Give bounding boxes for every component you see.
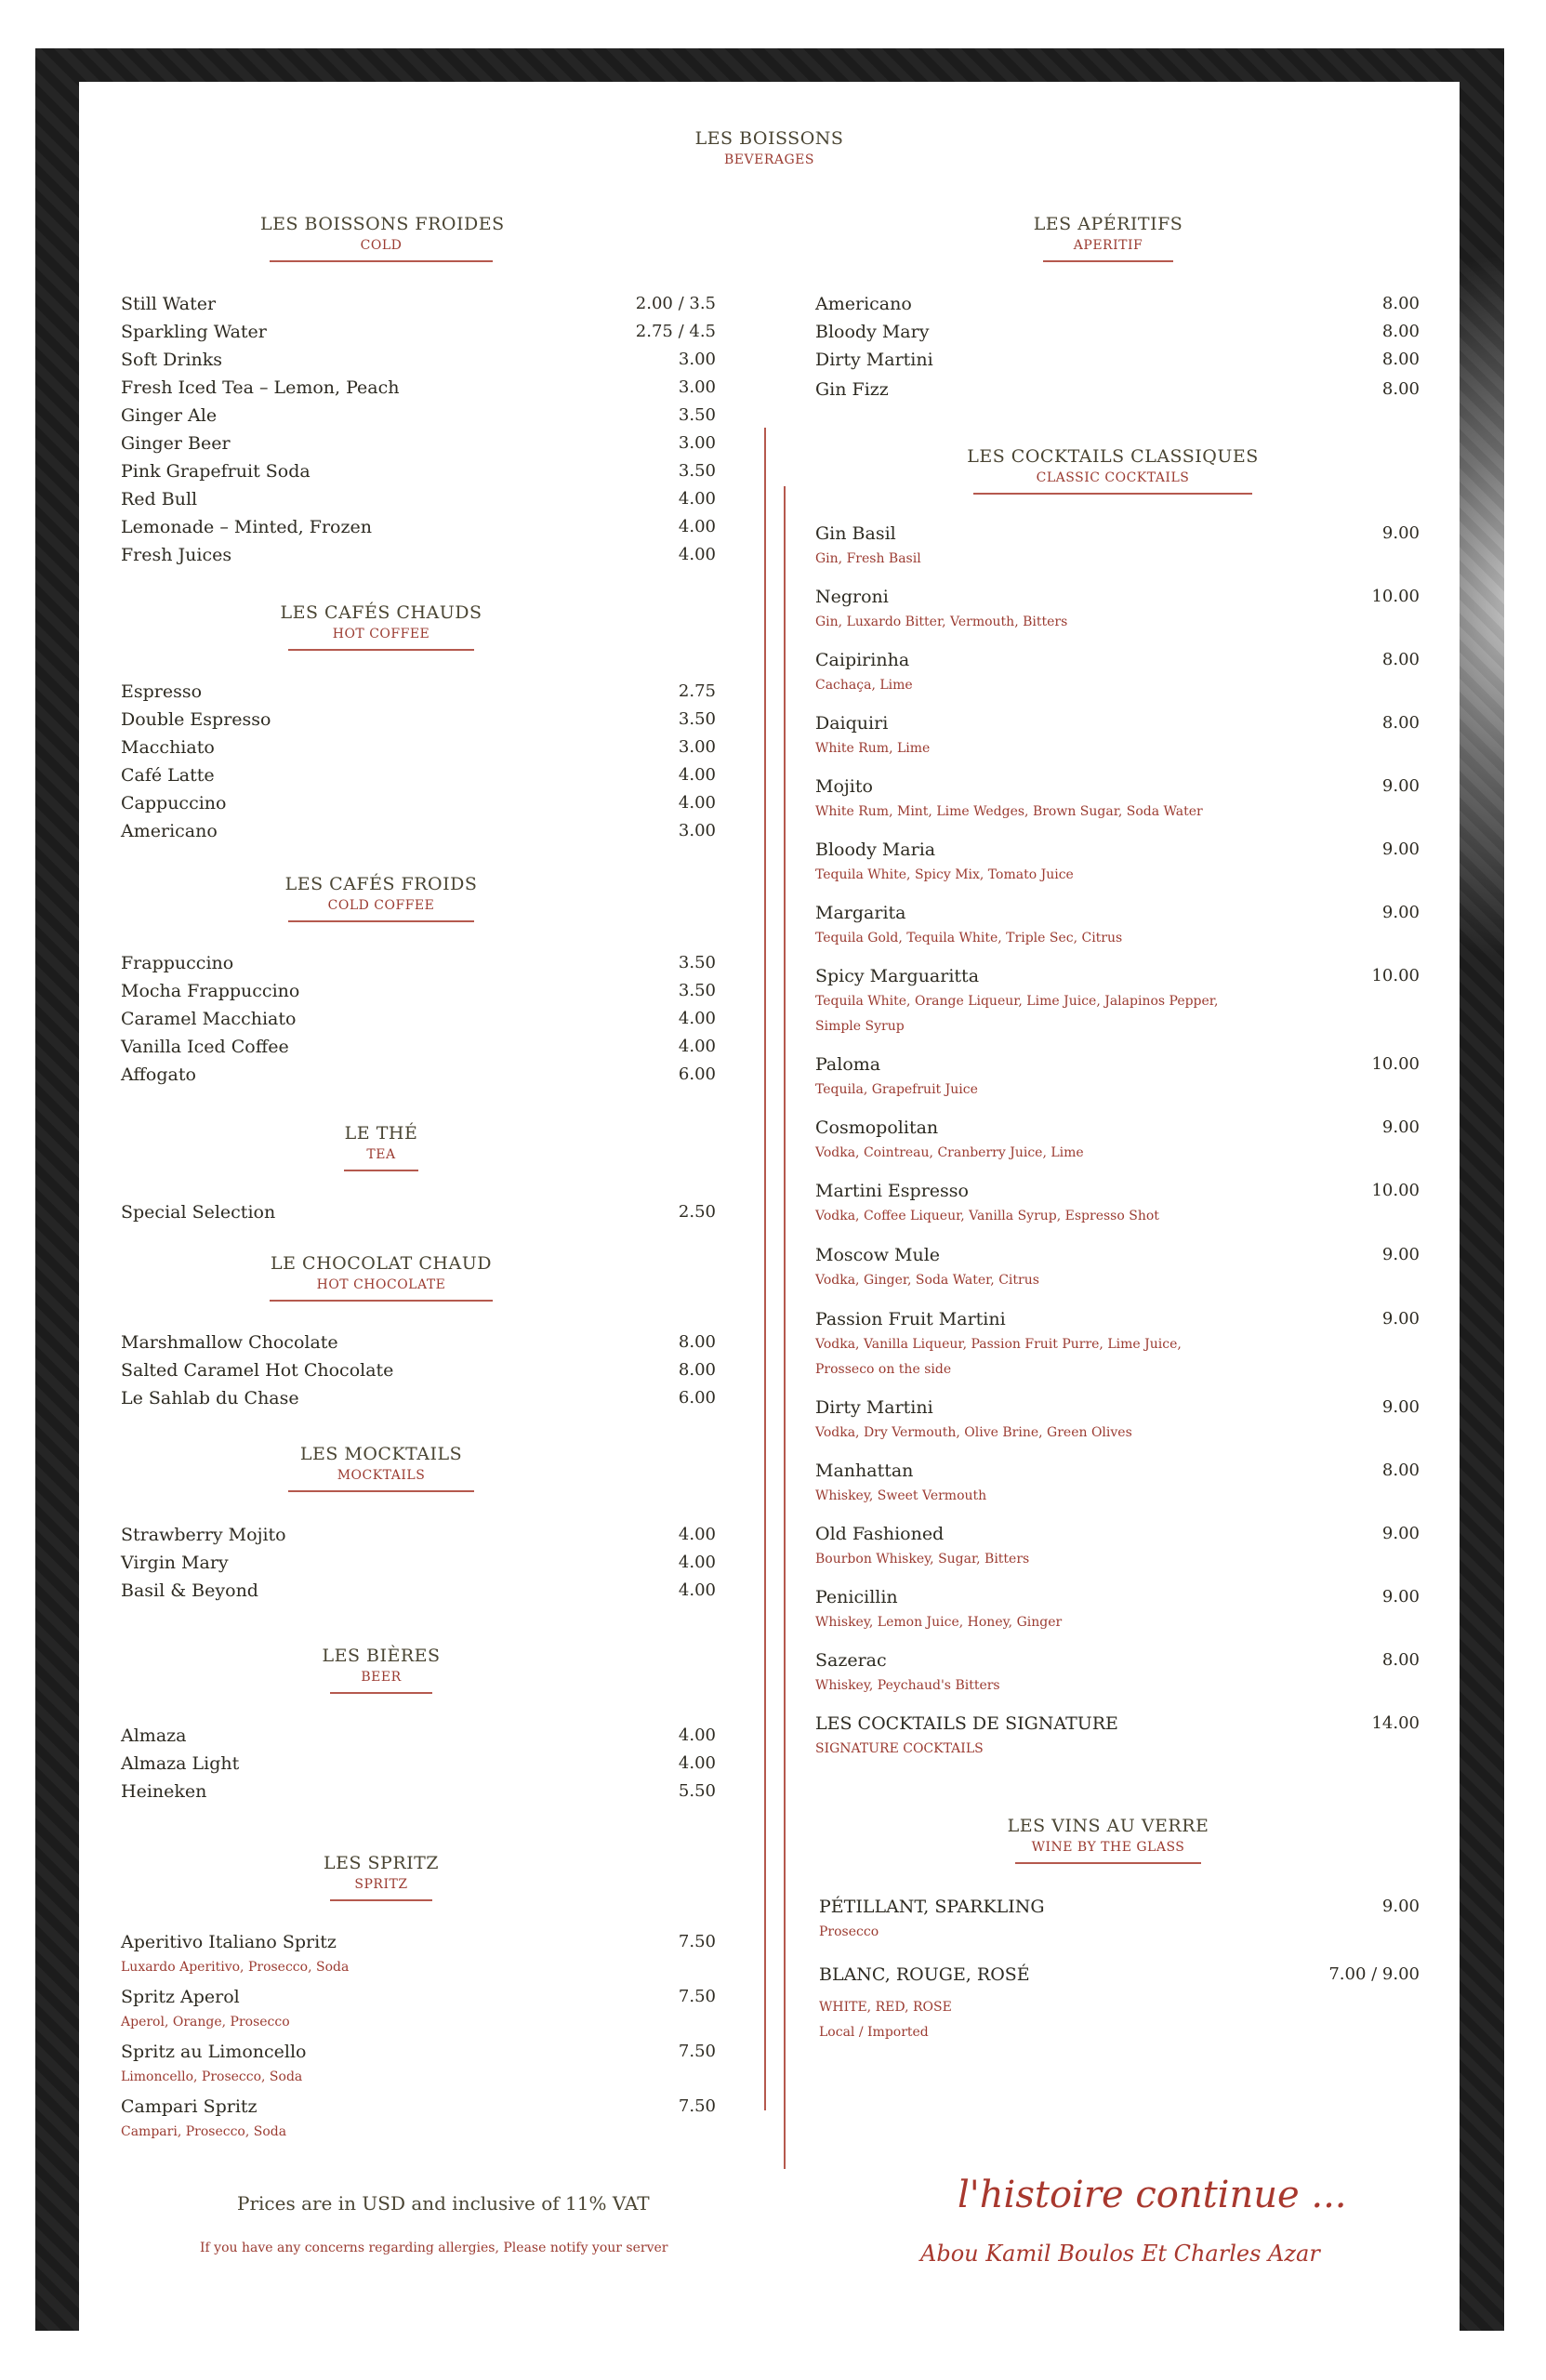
- item-name: Pink Grapefruit Soda: [121, 461, 311, 482]
- item-price: 4.00: [678, 1525, 716, 1544]
- item-price: 9.00: [1381, 1309, 1420, 1329]
- item-name: Sazerac: [815, 1650, 887, 1671]
- menu-item: [815, 1117, 1420, 1160]
- item-price: 9.00: [1381, 1117, 1420, 1137]
- item-description-line2: Simple Syrup: [815, 1019, 905, 1034]
- menu-item: [815, 1245, 1420, 1288]
- item-name: Almaza: [121, 1726, 187, 1746]
- item-name: Campari Spritz: [121, 2096, 258, 2117]
- tagline: l'histoire continue ...: [958, 2174, 1347, 2216]
- item-name: Margarita: [815, 903, 906, 923]
- section-subtitle: MOCKTAILS: [337, 1468, 426, 1483]
- item-description-line2: Prosseco on the side: [815, 1362, 952, 1377]
- item-price: 2.75 / 4.5: [635, 322, 716, 341]
- item-name: Fresh Iced Tea – Lemon, Peach: [121, 377, 400, 398]
- item-price: 2.75: [678, 681, 716, 701]
- menu-item: [815, 1181, 1420, 1223]
- menu-item: [815, 776, 1420, 819]
- item-name: Americano: [815, 294, 912, 314]
- menu-item: [121, 737, 716, 765]
- menu-item: [121, 953, 716, 981]
- menu-item: [121, 1753, 716, 1781]
- item-description: WHITE, RED, ROSE: [819, 2000, 952, 2015]
- section-hot-chocolate-header: [260, 1253, 502, 1302]
- item-name: Macchiato: [121, 737, 215, 758]
- item-price: 3.00: [678, 350, 716, 369]
- section-subtitle: CLASSIC COCKTAILS: [1036, 470, 1190, 485]
- menu-item: [121, 1987, 716, 2030]
- section-title: LES COCKTAILS CLASSIQUES: [967, 446, 1259, 467]
- item-price: 10.00: [1371, 1181, 1420, 1200]
- item-name: Bloody Mary: [815, 322, 930, 342]
- section-rule: [1015, 1862, 1201, 1864]
- item-name: Negroni: [815, 587, 889, 607]
- menu-item: [815, 523, 1420, 566]
- item-description: Vodka, Cointreau, Cranberry Juice, Lime: [815, 1145, 1084, 1160]
- menu-item: [815, 840, 1420, 882]
- item-name: LES COCKTAILS DE SIGNATURE: [815, 1713, 1118, 1734]
- item-name: Salted Caramel Hot Chocolate: [121, 1360, 394, 1381]
- section-rule: [330, 1692, 432, 1694]
- item-price: 14.00: [1371, 1713, 1420, 1733]
- item-price: 8.00: [1381, 650, 1420, 669]
- section-subtitle: TEA: [366, 1147, 396, 1162]
- item-name: Gin Fizz: [815, 379, 889, 400]
- section-classic-cocktails-header: [964, 446, 1262, 495]
- menu-item: [121, 350, 716, 377]
- item-price: 10.00: [1371, 966, 1420, 985]
- item-price: 2.50: [678, 1202, 716, 1222]
- item-name: Ginger Ale: [121, 405, 218, 426]
- section-title: LES VINS AU VERRE: [1007, 1816, 1209, 1836]
- section-subtitle: SPRITZ: [354, 1877, 408, 1892]
- item-price: 7.50: [678, 2096, 716, 2116]
- menu-item: [815, 1650, 1420, 1693]
- menu-item: [815, 713, 1420, 756]
- item-price: 4.00: [678, 517, 716, 536]
- menu-item: [815, 1587, 1420, 1630]
- menu-item: [121, 489, 716, 517]
- item-name: Affogato: [121, 1064, 196, 1085]
- item-price: 9.00: [1381, 1587, 1420, 1606]
- item-name: Cappuccino: [121, 793, 227, 813]
- item-name: Ginger Beer: [121, 433, 231, 454]
- item-price: 7.50: [678, 2042, 716, 2061]
- item-price: 3.50: [678, 709, 716, 729]
- menu-item: [121, 1781, 716, 1809]
- item-description: Tequila White, Spicy Mix, Tomato Juice: [815, 867, 1074, 882]
- menu-item: [815, 379, 1420, 407]
- item-description: SIGNATURE COCKTAILS: [815, 1741, 984, 1756]
- menu-item: [819, 1897, 1420, 1939]
- item-name: Almaza Light: [121, 1753, 240, 1774]
- item-description: Luxardo Aperitivo, Prosecco, Soda: [121, 1960, 350, 1975]
- menu-item: [121, 1202, 716, 1230]
- section-subtitle: BEER: [361, 1670, 402, 1685]
- item-price: 8.00: [678, 1332, 716, 1352]
- item-name: Double Espresso: [121, 709, 271, 730]
- section-rule: [288, 1490, 474, 1492]
- item-description: Gin, Luxardo Bitter, Vermouth, Bitters: [815, 615, 1068, 629]
- item-price: 4.00: [678, 489, 716, 509]
- item-price: 8.00: [1381, 322, 1420, 341]
- item-name: Daiquiri: [815, 713, 889, 734]
- item-price: 2.00 / 3.5: [635, 294, 716, 313]
- item-name: Marshmallow Chocolate: [121, 1332, 338, 1353]
- item-price: 3.50: [678, 953, 716, 972]
- item-description: Campari, Prosecco, Soda: [121, 2124, 287, 2139]
- menu-item: [121, 1388, 716, 1416]
- item-name: Dirty Martini: [815, 1397, 933, 1418]
- item-description: Tequila, Grapefruit Juice: [815, 1082, 978, 1097]
- section-title: LE THÉ: [344, 1123, 418, 1144]
- vat-notice: Prices are in USD and inclusive of 11% VAT: [237, 2192, 650, 2215]
- item-name: Dirty Martini: [815, 350, 933, 370]
- item-name: Frappuccino: [121, 953, 234, 973]
- item-description: Vodka, Dry Vermouth, Olive Brine, Green Olives: [815, 1425, 1132, 1440]
- item-description: Gin, Fresh Basil: [815, 551, 921, 566]
- section-rule: [270, 260, 493, 262]
- section-subtitle: HOT COFFEE: [332, 627, 430, 641]
- menu-item: [121, 1037, 716, 1064]
- item-price: 9.00: [1381, 776, 1420, 796]
- section-title: LES APÉRITIFS: [1033, 214, 1183, 234]
- menu-item: [121, 681, 716, 709]
- section-mocktails-header: [279, 1444, 483, 1492]
- menu-item: [121, 821, 716, 849]
- item-price: 7.50: [678, 1932, 716, 1951]
- menu-item: [121, 377, 716, 405]
- signature: Abou Kamil Boulos Et Charles Azar: [920, 2241, 1320, 2267]
- item-description: Aperol, Orange, Prosecco: [121, 2015, 290, 2030]
- item-name: Old Fashioned: [815, 1524, 945, 1544]
- item-price: 8.00: [1381, 350, 1420, 369]
- item-price: 9.00: [1381, 1524, 1420, 1543]
- menu-item: [121, 433, 716, 461]
- item-description: White Rum, Lime: [815, 741, 931, 756]
- menu-item: [121, 1525, 716, 1553]
- menu-item: [815, 350, 1420, 377]
- menu-title: LES BOISSONS: [694, 128, 844, 149]
- section-rule: [270, 1300, 493, 1302]
- menu-item: [815, 1397, 1420, 1440]
- item-price: 4.00: [678, 1553, 716, 1572]
- item-name: Spritz Aperol: [121, 1987, 240, 2007]
- menu-subtitle: BEVERAGES: [724, 152, 814, 167]
- item-price: 4.00: [678, 1726, 716, 1745]
- item-description: Limoncello, Prosecco, Soda: [121, 2069, 303, 2084]
- section-title: LES SPRITZ: [323, 1853, 440, 1873]
- item-price: 4.00: [678, 1580, 716, 1600]
- menu-item: [121, 461, 716, 489]
- menu-item: [121, 517, 716, 545]
- menu-item: [819, 1964, 1420, 2040]
- item-name: Bloody Maria: [815, 840, 936, 860]
- item-name: Red Bull: [121, 489, 198, 509]
- item-description: Vodka, Coffee Liqueur, Vanilla Syrup, Espresso Shot: [815, 1209, 1159, 1223]
- menu-item: [121, 981, 716, 1009]
- section-cold-coffee-header: [279, 874, 483, 922]
- menu-item: [121, 1553, 716, 1580]
- section-rule: [330, 1899, 432, 1901]
- item-origin: Local / Imported: [819, 2025, 929, 2040]
- item-price: 8.00: [1381, 379, 1420, 399]
- section-beer-header: [311, 1646, 451, 1694]
- menu-item: [815, 1524, 1420, 1567]
- item-name: Le Sahlab du Chase: [121, 1388, 299, 1408]
- menu-header: [637, 128, 902, 167]
- item-price: 8.00: [1381, 294, 1420, 313]
- item-price: 9.00: [1381, 523, 1420, 543]
- menu-item: [121, 1726, 716, 1753]
- item-name: Caipirinha: [815, 650, 910, 670]
- section-subtitle: COLD: [360, 238, 403, 253]
- item-name: Soft Drinks: [121, 350, 223, 370]
- menu-item: [815, 322, 1420, 350]
- item-name: Virgin Mary: [121, 1553, 229, 1573]
- section-hot-coffee-header: [279, 602, 483, 651]
- item-name: Manhattan: [815, 1461, 914, 1481]
- section-subtitle: APERITIF: [1073, 238, 1143, 253]
- item-price: 10.00: [1371, 1054, 1420, 1074]
- menu-item: [121, 2042, 716, 2084]
- item-description: Whiskey, Peychaud's Bitters: [815, 1678, 1000, 1693]
- menu-item: [815, 650, 1420, 693]
- allergy-notice: If you have any concerns regarding allergies, Please notify your server: [200, 2241, 668, 2255]
- item-description: Whiskey, Lemon Juice, Honey, Ginger: [815, 1615, 1063, 1630]
- section-aperitif-header: [1015, 214, 1201, 262]
- section-rule: [288, 920, 474, 922]
- section-subtitle: WINE BY THE GLASS: [1031, 1840, 1185, 1855]
- menu-item: [121, 405, 716, 433]
- item-price: 6.00: [678, 1388, 716, 1408]
- item-description: Vodka, Ginger, Soda Water, Citrus: [815, 1273, 1039, 1288]
- item-name: Strawberry Mojito: [121, 1525, 286, 1545]
- item-price: 4.00: [678, 765, 716, 785]
- item-price: 3.50: [678, 461, 716, 481]
- item-name: Aperitivo Italiano Spritz: [121, 1932, 337, 1952]
- item-name: PÉTILLANT, SPARKLING: [819, 1897, 1045, 1917]
- item-description: Tequila White, Orange Liqueur, Lime Juice, Jalapinos Pepper,: [815, 994, 1219, 1009]
- item-name: Mojito: [815, 776, 873, 797]
- item-name: BLANC, ROUGE, ROSÉ: [819, 1964, 1030, 1985]
- item-price: 3.00: [678, 433, 716, 453]
- menu-item: [815, 966, 1420, 1034]
- menu-item: [815, 1309, 1420, 1377]
- section-title: LES CAFÉS FROIDS: [284, 874, 478, 894]
- item-name: Heineken: [121, 1781, 207, 1802]
- item-price: 9.00: [1381, 840, 1420, 859]
- menu-item: [121, 765, 716, 793]
- item-name: Penicillin: [815, 1587, 898, 1607]
- menu-item: [815, 1054, 1420, 1097]
- menu-item: [121, 1580, 716, 1608]
- section-subtitle: COLD COFFEE: [327, 898, 435, 913]
- item-name: Lemonade – Minted, Frozen: [121, 517, 372, 537]
- menu-item: [815, 587, 1420, 629]
- menu-item: [815, 294, 1420, 322]
- item-price: 7.50: [678, 1987, 716, 2006]
- menu-item: [121, 545, 716, 573]
- item-price: 9.00: [1381, 1897, 1420, 1916]
- section-rule: [1043, 260, 1173, 262]
- item-price: 3.00: [678, 737, 716, 757]
- item-price: 8.00: [678, 1360, 716, 1380]
- item-price: 7.00 / 9.00: [1328, 1964, 1420, 1984]
- section-spritz-header: [307, 1853, 456, 1901]
- item-price: 4.00: [678, 1009, 716, 1028]
- item-description: Vodka, Vanilla Liqueur, Passion Fruit Purre, Lime Juice,: [815, 1337, 1182, 1352]
- menu-item: [121, 294, 716, 322]
- item-description: Prosecco: [819, 1924, 879, 1939]
- section-title: LES BIÈRES: [322, 1646, 441, 1666]
- item-price: 8.00: [1381, 1461, 1420, 1480]
- item-description: White Rum, Mint, Lime Wedges, Brown Sugar, Soda Water: [815, 804, 1203, 819]
- section-cold-header: [260, 214, 505, 262]
- item-name: Basil & Beyond: [121, 1580, 258, 1601]
- item-name: Café Latte: [121, 765, 215, 786]
- item-price: 3.50: [678, 981, 716, 1000]
- item-name: Special Selection: [121, 1202, 276, 1223]
- section-title: LES BOISSONS FROIDES: [260, 214, 505, 234]
- section-tea-header: [325, 1123, 437, 1171]
- section-title: LES CAFÉS CHAUDS: [280, 602, 482, 623]
- item-price: 5.50: [678, 1781, 716, 1801]
- item-description: Whiskey, Sweet Vermouth: [815, 1488, 987, 1503]
- item-price: 4.00: [678, 545, 716, 564]
- item-name: Spritz au Limoncello: [121, 2042, 307, 2062]
- item-price: 3.00: [678, 821, 716, 840]
- item-price: 4.00: [678, 1037, 716, 1056]
- item-name: Spicy Marguaritta: [815, 966, 980, 986]
- menu-item: [121, 1360, 716, 1388]
- item-name: Paloma: [815, 1054, 881, 1075]
- item-price: 9.00: [1381, 1397, 1420, 1417]
- item-price: 8.00: [1381, 1650, 1420, 1670]
- menu-item: [121, 2096, 716, 2139]
- menu-item: [121, 1064, 716, 1092]
- item-price: 8.00: [1381, 713, 1420, 733]
- section-wine-header: [997, 1816, 1220, 1864]
- item-name: Gin Basil: [815, 523, 896, 544]
- menu-item: [121, 1009, 716, 1037]
- item-price: 4.00: [678, 793, 716, 813]
- item-name: Still Water: [121, 294, 217, 314]
- item-price: 9.00: [1381, 1245, 1420, 1264]
- section-rule: [973, 493, 1252, 495]
- item-price: 3.00: [678, 377, 716, 397]
- item-name: Fresh Juices: [121, 545, 232, 565]
- item-name: Sparkling Water: [121, 322, 267, 342]
- item-price: 4.00: [678, 1753, 716, 1773]
- item-description: Tequila Gold, Tequila White, Triple Sec, Citrus: [815, 931, 1123, 945]
- item-name: Passion Fruit Martini: [815, 1309, 1006, 1329]
- item-name: Americano: [121, 821, 218, 841]
- item-name: Moscow Mule: [815, 1245, 941, 1265]
- item-price: 3.50: [678, 405, 716, 425]
- column-divider: [764, 428, 766, 2110]
- item-name: Cosmopolitan: [815, 1117, 939, 1138]
- section-rule: [288, 649, 474, 651]
- item-description: Bourbon Whiskey, Sugar, Bitters: [815, 1552, 1030, 1567]
- menu-item: [815, 1461, 1420, 1503]
- item-price: 9.00: [1381, 903, 1420, 922]
- menu-item: [121, 709, 716, 737]
- menu-item: [121, 1932, 716, 1975]
- section-rule: [344, 1170, 418, 1171]
- menu-item-signature: [815, 1713, 1420, 1756]
- section-title: LES MOCKTAILS: [299, 1444, 463, 1464]
- item-price: 6.00: [678, 1064, 716, 1084]
- menu-card: [79, 82, 1460, 2332]
- column-divider: [784, 486, 786, 2169]
- item-name: Espresso: [121, 681, 203, 702]
- menu-item: [121, 322, 716, 350]
- section-subtitle: HOT CHOCOLATE: [316, 1277, 446, 1292]
- item-name: Mocha Frappuccino: [121, 981, 300, 1001]
- item-price: 10.00: [1371, 587, 1420, 606]
- menu-item: [121, 1332, 716, 1360]
- menu-item: [121, 793, 716, 821]
- item-description: Cachaça, Lime: [815, 678, 913, 693]
- item-name: Martini Espresso: [815, 1181, 969, 1201]
- item-name: Vanilla Iced Coffee: [121, 1037, 289, 1057]
- section-title: LE CHOCOLAT CHAUD: [271, 1253, 492, 1274]
- menu-item: [815, 903, 1420, 945]
- item-name: Caramel Macchiato: [121, 1009, 297, 1029]
